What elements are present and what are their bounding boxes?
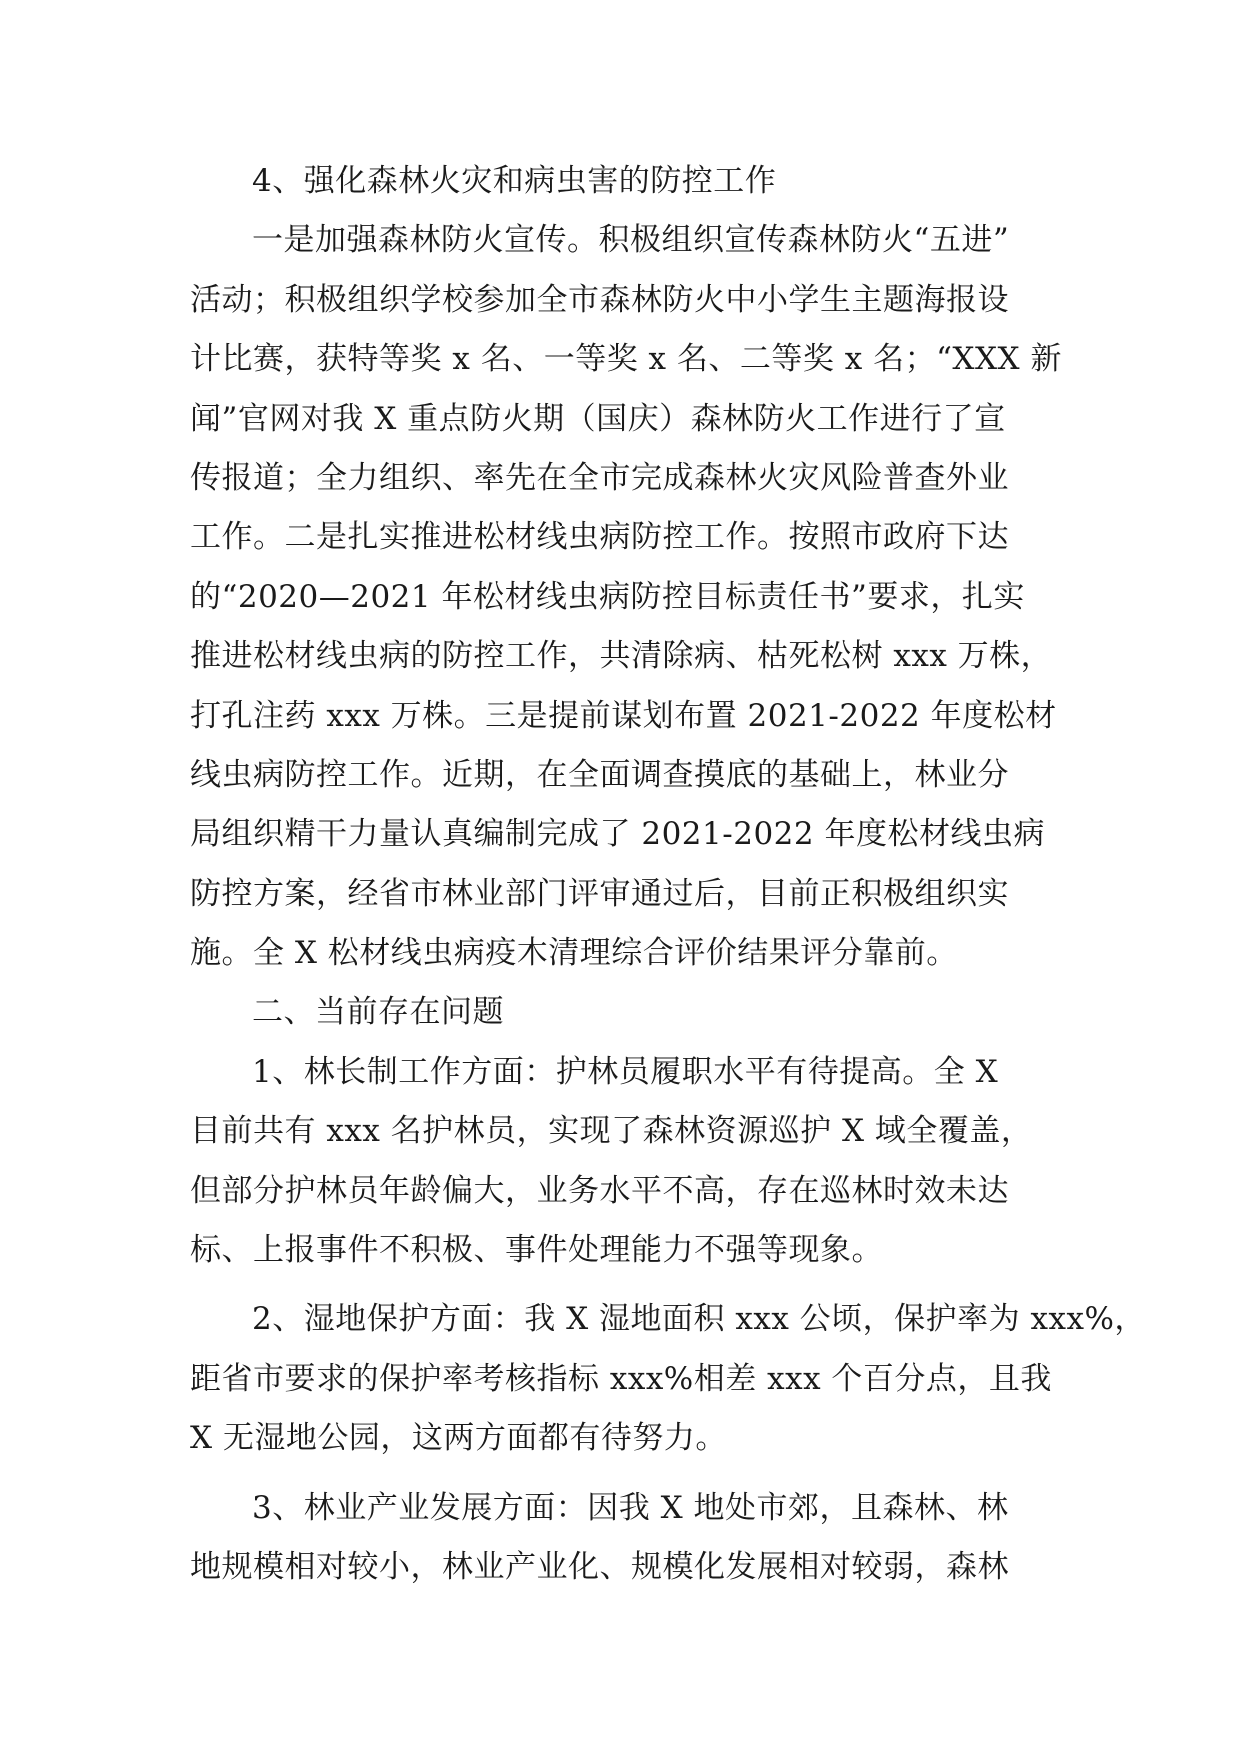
paragraph-line: 闻”官网对我 X 重点防火期（国庆）森林防火工作进行了宣 [190,400,1006,437]
paragraph-line: 施。全 X 松材线虫病疫木清理综合评价结果评分靠前。 [190,935,958,972]
paragraph-line: 线虫病防控工作。近期，在全面调查摸底的基础上，林业分 [190,756,1009,793]
paragraph-line: 的“2020—2021 年松材线虫病防控目标责任书”要求，扎实 [190,578,1025,615]
paragraph-line: 局组织精干力量认真编制完成了 2021-2022 年度松材线虫病 [190,816,1045,853]
paragraph-line: 标、上报事件不积极、事件处理能力不强等现象。 [190,1232,883,1269]
paragraph-line: 推进松材线虫病的防控工作，共清除病、枯死松树 xxx 万株， [190,638,1053,675]
paragraph-line: 计比赛，获特等奖 x 名、一等奖 x 名、二等奖 x 名；“XXX 新 [190,341,1062,378]
paragraph-line: 3、林业产业发展方面：因我 X 地处市郊，且森林、林 [252,1489,1009,1526]
section-heading-forest-fire-pest-control: 4、强化森林火灾和病虫害的防控工作 [252,163,777,199]
paragraph-line: 1、林长制工作方面：护林员履职水平有待提高。全 X [252,1053,999,1090]
paragraph-line: 防控方案，经省市林业部门评审通过后，目前正积极组织实 [190,875,1009,912]
paragraph-line: X 无湿地公园，这两方面都有待努力。 [190,1420,727,1457]
paragraph-line: 距省市要求的保护率考核指标 xxx%相差 xxx 个百分点，且我 [190,1360,1052,1397]
paragraph-line: 活动；积极组织学校参加全市森林防火中小学生主题海报设 [190,281,1009,318]
paragraph-line: 传报道；全力组织、率先在全市完成森林火灾风险普查外业 [190,459,1009,496]
paragraph-line: 工作。二是扎实推进松材线虫病防控工作。按照市政府下达 [190,519,1009,556]
paragraph-line: 一是加强森林防火宣传。积极组织宣传森林防火“五进” [252,222,1010,259]
section-heading-current-problems: 二、当前存在问题 [252,994,504,1031]
paragraph-spacer [190,1280,1060,1290]
document-body [190,152,1146,1597]
paragraph-line: 但部分护林员年龄偏大，业务水平不高，存在巡林时效未达 [190,1172,1009,1209]
paragraph-line: 目前共有 xxx 名护林员，实现了森林资源巡护 X 域全覆盖， [190,1113,1033,1150]
paragraph-line: 打孔注药 xxx 万株。三是提前谋划布置 2021-2022 年度松材 [190,697,1057,734]
paragraph-spacer [190,1469,1060,1479]
paragraph-line: 2、湿地保护方面：我 X 湿地面积 xxx 公顷，保护率为 xxx%， [252,1301,1146,1338]
paragraph-line: 地规模相对较小，林业产业化、规模化发展相对较弱，森林 [190,1548,1009,1585]
